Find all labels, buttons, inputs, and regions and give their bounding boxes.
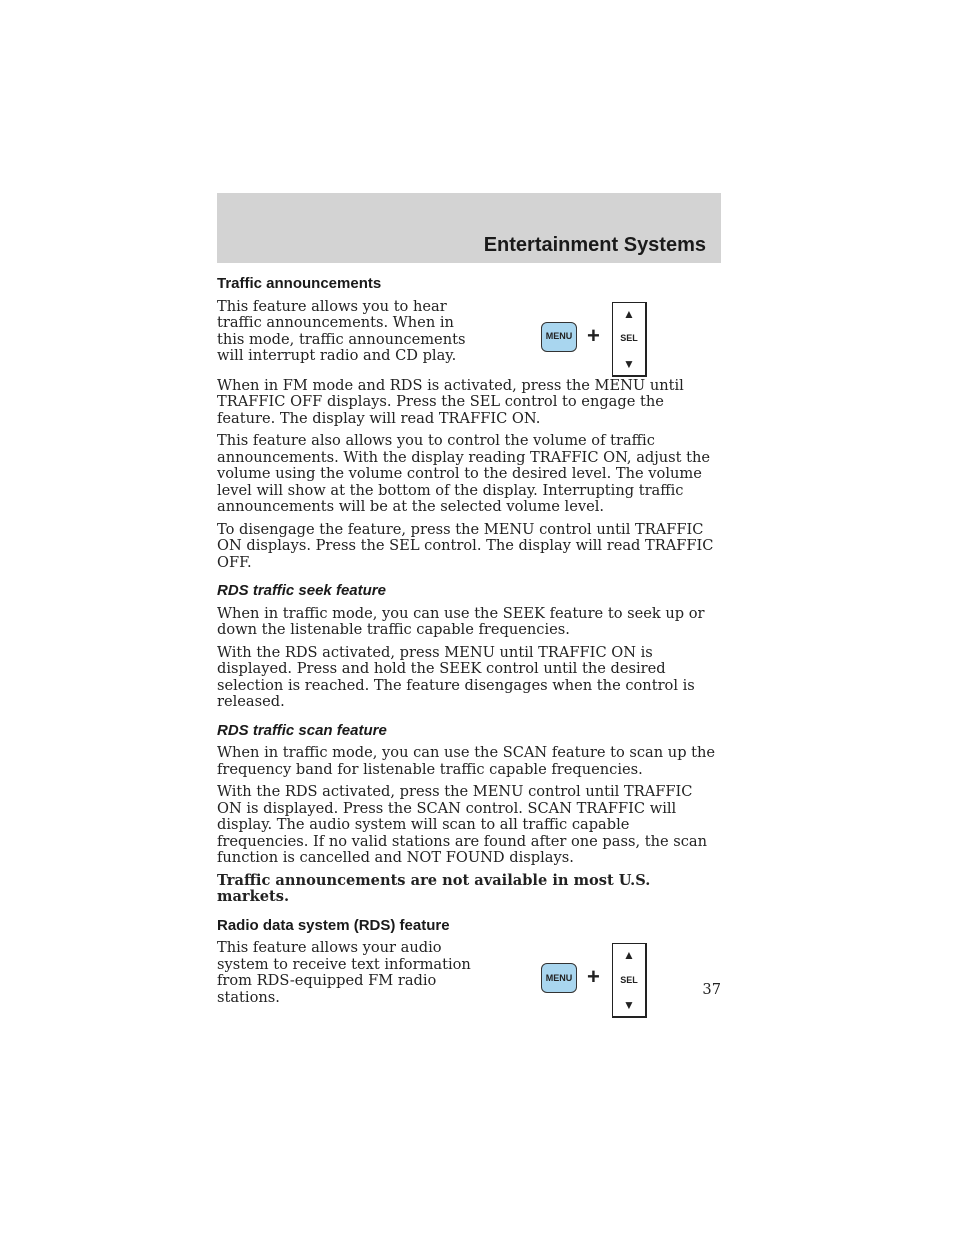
- scan-note: Traffic announcements are not available in most U.S. markets.: [217, 871, 651, 905]
- down-arrow-icon: ▼: [623, 356, 635, 371]
- plus-icon: +: [587, 322, 600, 348]
- page-content: [217, 276, 721, 1019]
- scan-paragraph-2: With the RDS activated, press the MENU control until TRAFFIC ON is displayed. Press the SCAN control. SCAN TRAFFIC will display. The audio system will scan to all traffic capable frequencies. If no valid stations are found after one pass, the scan function is cancelled and NOT FOUND displays.: [217, 783, 708, 866]
- traffic-paragraph-2: When in FM mode and RDS is activated, press the MENU until TRAFFIC OFF displays. Press the SEL control to engage the feature. The display will read TRAFFIC ON.: [217, 376, 684, 427]
- traffic-paragraph-1: This feature allows you to hear traffic announcements. When in this mode, traffic announcements will interrupt radio and CD play.: [217, 297, 466, 364]
- sel-control-icon: [612, 302, 647, 377]
- traffic-heading: Traffic announcements: [217, 275, 382, 292]
- seek-paragraph-1: When in traffic mode, you can use the SEEK feature to seek up or down the listenable traffic capable frequencies.: [217, 604, 705, 638]
- up-arrow-icon: ▲: [623, 306, 635, 321]
- page-number: 37: [702, 981, 721, 998]
- rds-heading: Radio data system (RDS) feature: [217, 916, 450, 934]
- sel-control-icon: [612, 943, 647, 1018]
- menu-sel-graphic-2: [541, 943, 651, 1019]
- plus-icon: +: [587, 964, 600, 989]
- sel-label: SEL: [620, 974, 638, 985]
- seek-heading: RDS traffic seek feature: [217, 582, 386, 599]
- scan-heading: RDS traffic scan feature: [217, 721, 387, 739]
- page-title: Entertainment Systems: [483, 234, 706, 256]
- down-arrow-icon: ▼: [623, 998, 635, 1012]
- rds-paragraph-1: This feature allows your audio system to receive text information from RDS-equipped FM radio stations.: [217, 939, 471, 1006]
- traffic-paragraph-3: This feature also allows you to control the volume of traffic announcements. With the display reading TRAFFIC ON, adjust the volume using the volume control to the desired level. The volume level will show at the bottom of the display. Interrupting traffic announcements will be at the selected volume level.: [217, 432, 711, 515]
- traffic-paragraph-4: To disengage the feature, press the MENU control until TRAFFIC ON displays. Press the SEL control. The display will read TRAFFIC OFF.: [217, 520, 714, 571]
- up-arrow-icon: ▲: [623, 948, 635, 962]
- rds-intro: [217, 940, 721, 1019]
- traffic-intro: [217, 299, 721, 378]
- seek-paragraph-2: With the RDS activated, press MENU until TRAFFIC ON is displayed. Press and hold the SEEK control until the desired selection is reached. The feature disengages when the control is released.: [217, 643, 695, 710]
- menu-button-icon: MENU: [541, 322, 577, 352]
- menu-button-icon: MENU: [541, 963, 577, 993]
- menu-sel-graphic: [541, 302, 651, 378]
- header-band: [217, 193, 721, 263]
- scan-paragraph-1: When in traffic mode, you can use the SCAN feature to scan up the frequency band for listenable traffic capable frequencies.: [217, 744, 716, 778]
- sel-label: SEL: [620, 333, 638, 344]
